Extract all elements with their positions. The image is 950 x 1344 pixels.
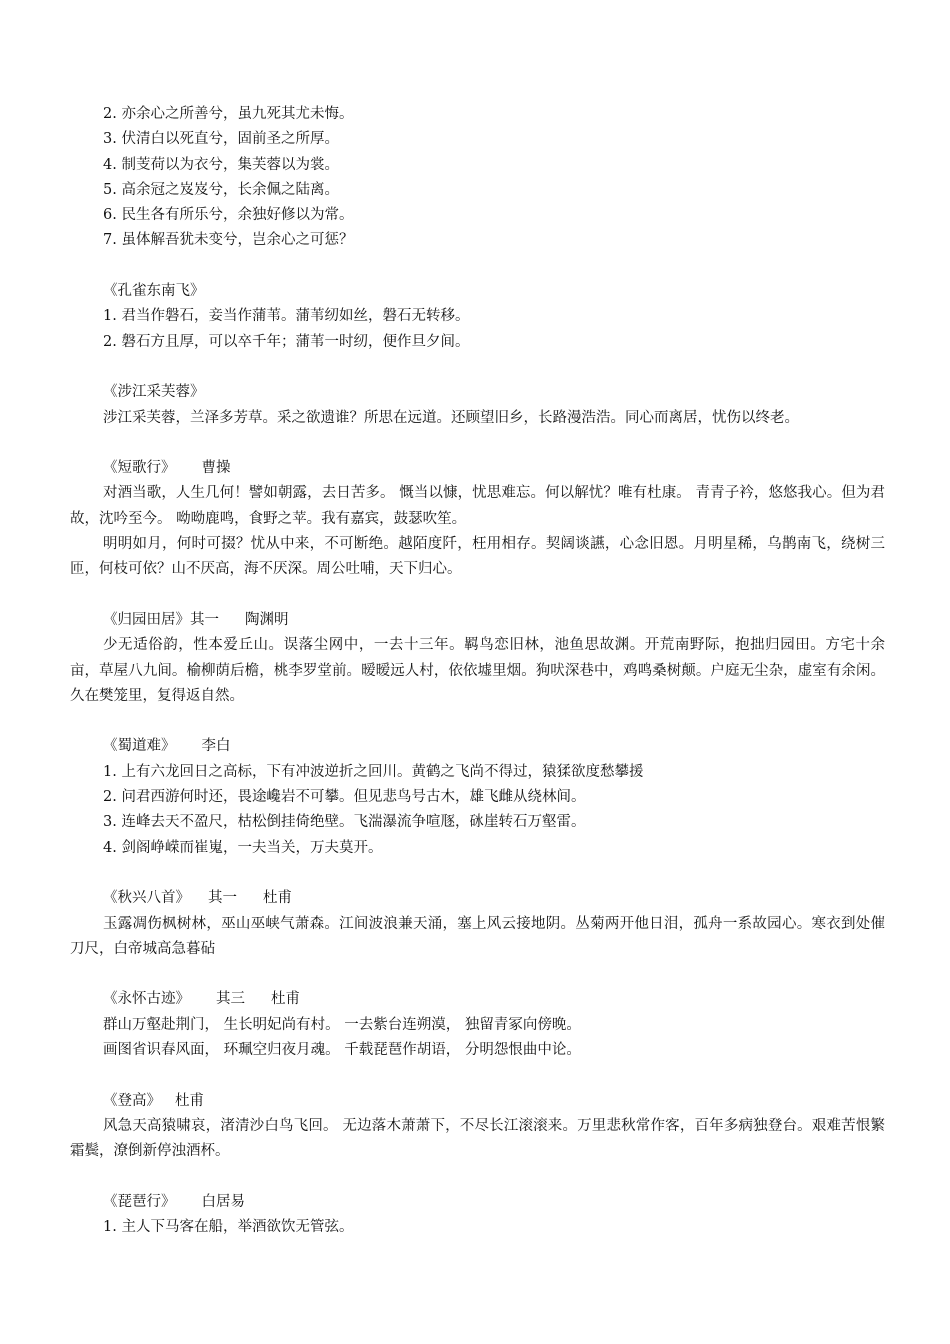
poem-author: 曹操 (201, 460, 231, 477)
poem-title: 《秋兴八首》 (103, 890, 190, 907)
poem-line: 4. 制芰荷以为衣兮，集芙蓉以为裳。 (103, 156, 339, 173)
poem-line: 2. 问君西游何时还，畏途巉岩不可攀。但见悲鸟号古木，雄飞雌从绕林间。 (103, 789, 586, 806)
denggao-section (70, 1089, 885, 1165)
poem-heading (70, 886, 885, 911)
poem-title: 《琵琶行》 (103, 1193, 176, 1210)
document-page (70, 102, 885, 1240)
poem-heading (70, 734, 885, 759)
poem-title: 《永怀古迹》 (103, 991, 190, 1008)
poem-line: 1. 君当作磐石，妾当作蒲苇。蒲苇纫如丝，磐石无转移。 (103, 308, 470, 325)
poem-line: 3. 伏清白以死直兮，固前圣之所厚。 (103, 131, 339, 148)
kongque-section (70, 279, 885, 355)
poem-line: 1. 上有六龙回日之高标，下有冲波逆折之回川。黄鹤之飞尚不得过，猿猱欲度愁攀援 (103, 763, 644, 780)
pipa-section (70, 1190, 885, 1241)
duangexing-section (70, 456, 885, 582)
poem-line: 5. 高余冠之岌岌兮，长余佩之陆离。 (103, 181, 339, 198)
poem-author: 杜甫 (263, 890, 292, 907)
qiuxing-section (70, 886, 885, 962)
shudao-section (70, 734, 885, 860)
poem-title: 《孔雀东南飞》 (103, 283, 205, 300)
poem-paragraph: 对酒当歌，人生几何！譬如朝露，去日苦多。 慨当以慷，忧思难忘。何以解忧？唯有杜康。 青青子衿，悠悠我心。但为君故，沈吟至今。 呦呦鹿鸣，食野之苹。我有嘉宾，鼓瑟吹笙。 (70, 485, 885, 527)
poem-line: 1. 主人下马客在船，举酒欲饮无管弦。 (103, 1219, 354, 1236)
poem-paragraph: 涉江采芙蓉，兰泽多芳草。采之欲遗谁？所思在远道。还顾望旧乡，长路漫浩浩。同心而离居，忧伤以终老。 (103, 409, 799, 426)
poem-line: 4. 剑阁峥嵘而崔嵬，一夫当关，万夫莫开。 (103, 839, 383, 856)
poem-paragraph: 风急天高猿啸哀，渚清沙白鸟飞回。 无边落木萧萧下，不尽长江滚滚来。万里悲秋常作客，百年多病独登台。艰难苦恨繁霜鬓，潦倒新停浊酒杯。 (70, 1117, 885, 1160)
poem-author: 杜甫 (175, 1092, 204, 1109)
poem-author: 白居易 (201, 1193, 245, 1210)
yonghuai-section (70, 987, 885, 1063)
poem-subtitle: 其三 (216, 991, 245, 1008)
poem-title: 《涉江采芙蓉》 (103, 384, 205, 401)
poem-title: 《蜀道难》 (103, 738, 176, 755)
poem-title: 《登高》 (103, 1092, 161, 1109)
poem-line: 2. 亦余心之所善兮，虽九死其尤未悔。 (103, 106, 354, 122)
poem-author: 李白 (201, 738, 231, 755)
poem-heading (70, 1190, 885, 1215)
poem-paragraph: 玉露凋伤枫树林，巫山巫峡气萧森。江间波浪兼天涌，塞上风云接地阴。丛菊两开他日泪，孤舟一系故园心。寒衣到处催刀尺，白帝城高急暮砧 (70, 915, 885, 957)
poem-title: 《短歌行》 (103, 460, 176, 477)
poem-line: 6. 民生各有所乐兮，余独好修以为常。 (103, 207, 354, 224)
poem-line: 3. 连峰去天不盈尺，枯松倒挂倚绝壁。飞湍瀑流争喧豗，砯崖转石万壑雷。 (103, 814, 586, 831)
shejiang-section (70, 380, 885, 431)
poem-heading (70, 608, 885, 633)
poem-author: 陶渊明 (245, 611, 289, 628)
poem-line: 画图省识春风面， 环珮空归夜月魂。 千载琵琶作胡语， 分明怨恨曲中论。 (103, 1041, 581, 1058)
poem-author: 杜甫 (271, 991, 300, 1008)
poem-paragraph: 明明如月，何时可掇？忧从中来，不可断绝。越陌度阡，枉用相存。契阔谈讌，心念旧恩。月明星稀，乌鹊南飞，绕树三匝，何枝可依？山不厌高，海不厌深。周公吐哺，天下归心。 (70, 536, 885, 578)
poem-line: 群山万壑赴荆门， 生长明妃尚有村。 一去紫台连朔漠， 独留青冢向傍晚。 (103, 1016, 581, 1033)
poem-heading (70, 456, 885, 481)
poem-line: 7. 虽体解吾犹未变兮，岂余心之可惩？ (103, 232, 354, 249)
poem-line: 2. 磐石方且厚，可以卒千年；蒲苇一时纫，便作旦夕间。 (103, 333, 470, 350)
lisao-section (70, 102, 885, 254)
poem-heading (70, 1089, 885, 1114)
poem-subtitle: 其一 (208, 890, 237, 907)
guiyuan-section (70, 608, 885, 709)
poem-paragraph: 少无适俗韵，性本爱丘山。误落尘网中，一去十三年。羁鸟恋旧林，池鱼思故渊。开荒南野际，抱拙归园田。方宅十余亩，草屋八九间。榆柳荫后檐，桃李罗堂前。暧暧远人村，依依墟里烟。狗吠深巷中，鸡鸣桑树颠。户庭无尘杂，虚室有余闲。久在樊笼里，复得返自然。 (70, 637, 885, 704)
poem-heading (70, 987, 885, 1012)
poem-title: 《归园田居》其一 (103, 611, 219, 628)
